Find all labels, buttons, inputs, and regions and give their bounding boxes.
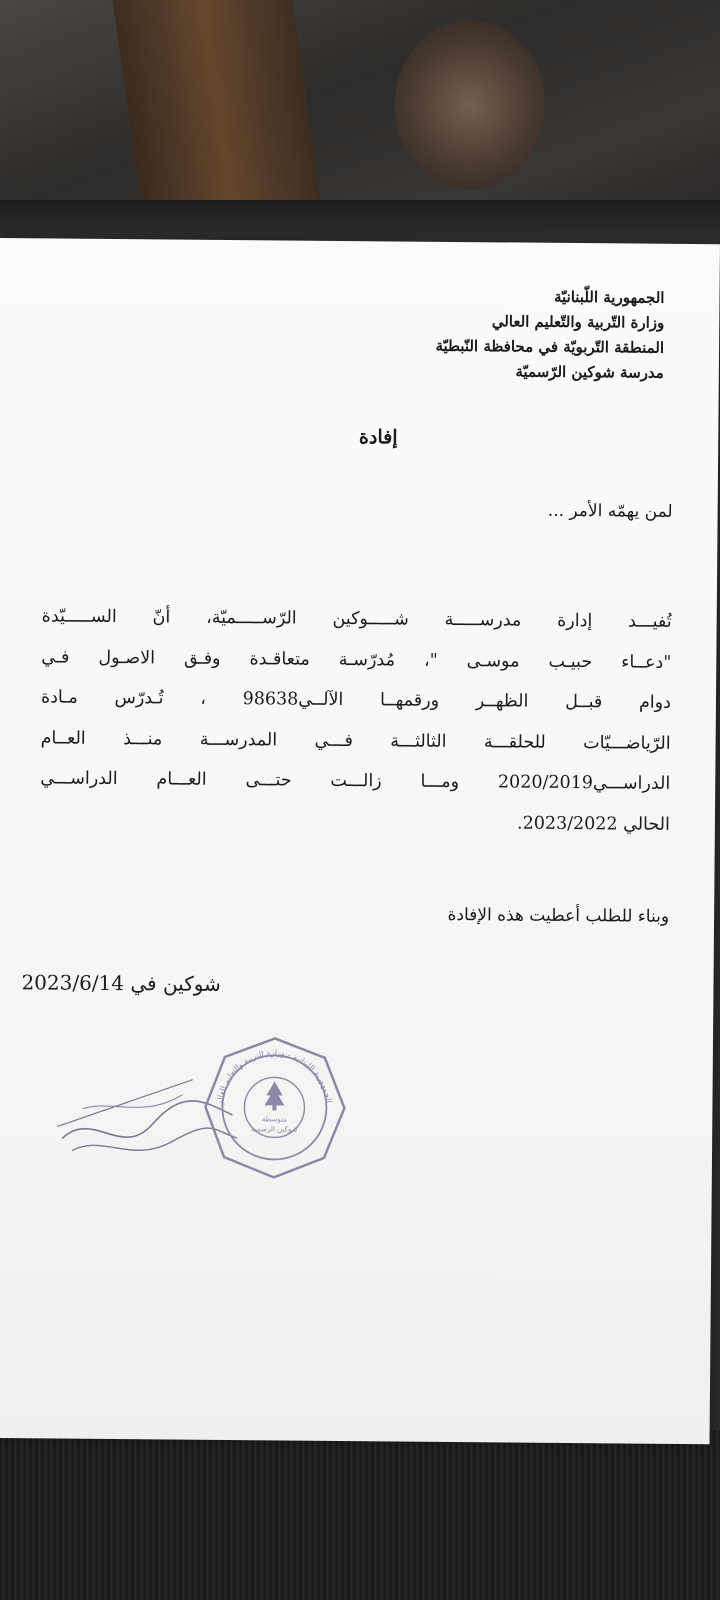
place-and-date: شوكين في 2023/6/14: [21, 970, 221, 996]
letterhead-region: المنطقة التّربويّة في محافظة النّبطيّة: [435, 336, 665, 357]
body-line-2: "دعــاء حبيـب موسـى "، مُدرّسـة متعاقـدة وفـق الاصـول فـي: [41, 646, 672, 673]
blurred-reflection: [395, 20, 545, 190]
seal-inner-top: متوسطة: [261, 1115, 287, 1124]
closing-statement: وبناء للطلب أعطيت هذه الإفادة: [447, 904, 670, 927]
stamp-and-signature: [52, 1033, 353, 1196]
body-line-4: الرّياضـــيّات للحلقـــة الثالثـــة فـــي المدرســـة منـــذ العــام: [40, 727, 671, 754]
salutation: لمن يهمّه الأمر ...: [547, 500, 673, 522]
letterhead-school: مدرسة شوكين الرّسميّة: [515, 362, 664, 382]
document-page: [0, 238, 720, 1444]
document-title: [0, 423, 718, 451]
photo-background-top: [0, 0, 720, 260]
document-title-text: إفادة: [358, 426, 398, 449]
photo-background-bottom: [0, 1430, 720, 1600]
body-line-3: دوام قبــل الظهــر ورقمهــا الآلــي98638 ، تُـدرّس مـادة: [40, 687, 672, 713]
official-seal: [202, 1035, 348, 1181]
body-line-1: تُفيـــد إدارة مدرســـــة شـــــوكين الرّســـــميّة، أنّ الســـــيّدة: [41, 606, 672, 632]
letterhead-ministry: وزارة التّربية والتّعليم العالي: [491, 312, 665, 332]
body-line-6: الحالي 2023/2022.: [516, 813, 670, 835]
seal-inner-bottom: شوكين الرسمية: [251, 1125, 298, 1134]
letterhead: [324, 283, 665, 386]
letterhead-country: الجمهورية اللّبنانيّة: [553, 287, 665, 307]
body-paragraph: [40, 596, 672, 844]
body-line-5: الدراســـي2020/2019 ومـــا زالـــت حتـــى العـــام الدراســـي: [40, 768, 671, 794]
seal-outer-text: الجمهورية اللبنانية - وزارة التربية والتعليم العالي: [215, 1048, 334, 1108]
